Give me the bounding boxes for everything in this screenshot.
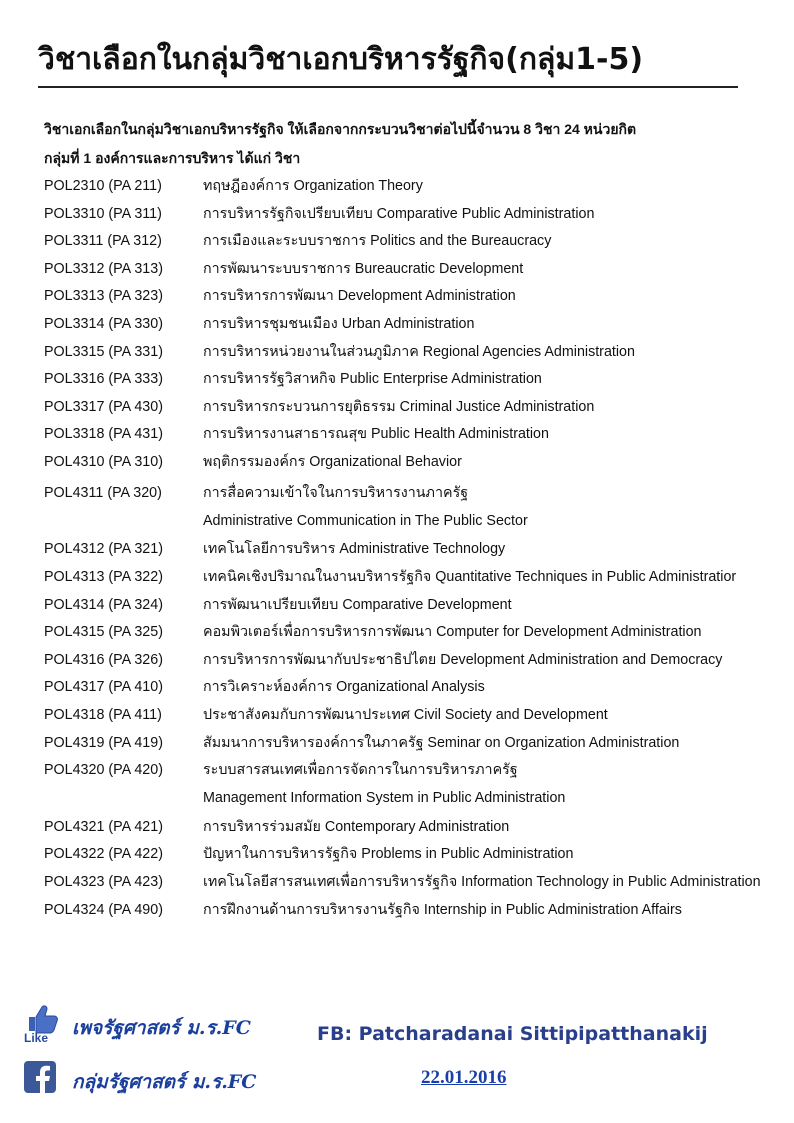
course-name: ปัญหาในการบริหารรัฐกิจ Problems in Public Administration: [203, 846, 574, 863]
course-code: POL4314 (PA 324): [44, 596, 163, 613]
course-name: การบริหารหน่วยงานในส่วนภูมิภาค Regional Agencies Administration: [203, 343, 635, 360]
course-code: POL3311 (PA 312): [44, 233, 162, 250]
course-code: POL3314 (PA 330): [44, 316, 163, 332]
course-code: POL3316 (PA 333): [44, 371, 163, 388]
course-name: ทฤษฎีองค์การ Organization Theory: [203, 178, 423, 194]
course-name: เทคนิคเชิงปริมาณในงานบริหารรัฐกิจ Quantitative Techniques in Public Administratior: [203, 568, 737, 585]
course-code: POL4321 (PA 421): [44, 818, 163, 835]
course-code: POL4316 (PA 326): [44, 651, 163, 668]
date-stamp: 22.01.2016: [421, 1067, 507, 1088]
course-code: POL4311 (PA 320): [44, 484, 162, 501]
course-code: POL4317 (PA 410): [44, 679, 163, 696]
course-name: การฝึกงานด้านการบริหารงานรัฐกิจ Internship in Public Administration Affairs: [203, 901, 682, 918]
course-code: POL3310 (PA 311): [44, 205, 162, 222]
course-name-english: Management Information System in Public Administration: [203, 790, 566, 807]
course-name: การบริหารชุมชนเมือง Urban Administration: [203, 316, 475, 332]
course-code: POL4310 (PA 310): [44, 454, 163, 470]
course-name: การพัฒนาระบบราชการ Bureaucratic Development: [203, 260, 524, 277]
course-name: การเมืองและระบบราชการ Politics and the Bureaucracy: [203, 233, 552, 250]
title-underline: [38, 86, 738, 88]
course-name: การบริหารการพัฒนา Development Administration: [203, 288, 516, 305]
course-name: การสื่อความเข้าใจในการบริหารงานภาครัฐ: [203, 484, 469, 501]
course-name: การพัฒนาเปรียบเทียบ Comparative Development: [203, 596, 512, 613]
course-code: POL3318 (PA 431): [44, 426, 163, 443]
course-code: POL2310 (PA 211): [44, 178, 162, 194]
course-code: POL3312 (PA 313): [44, 260, 163, 277]
facebook-icon: [24, 1061, 56, 1093]
course-code: POL4320 (PA 420): [44, 762, 163, 779]
course-name: การบริหารรัฐวิสาหกิจ Public Enterprise Administration: [203, 371, 542, 388]
course-name: การบริหารการพัฒนากับประชาธิปไตย Development Administration and Democracy: [203, 651, 723, 668]
course-code: POL4324 (PA 490): [44, 901, 163, 918]
course-code: POL3315 (PA 331): [44, 343, 163, 360]
course-code: POL4322 (PA 422): [44, 846, 163, 863]
course-code: POL4312 (PA 321): [44, 541, 163, 558]
course-name: การบริหารงานสาธารณสุข Public Health Administration: [203, 426, 549, 443]
course-name: การบริหารรัฐกิจเปรียบเทียบ Comparative Public Administration: [203, 205, 595, 222]
course-name: พฤติกรรมองค์กร Organizational Behavior: [203, 454, 462, 470]
course-name: การบริหารร่วมสมัย Contemporary Administration: [203, 818, 510, 835]
course-name: การวิเคราะห์องค์การ Organizational Analysis: [203, 679, 485, 696]
course-code: POL4315 (PA 325): [44, 624, 163, 641]
page-name[interactable]: เพจรัฐศาสตร์ ม.ร.FC: [72, 1017, 251, 1039]
course-code: POL4319 (PA 419): [44, 734, 163, 751]
intro-text: วิชาเอกเลือกในกลุ่มวิชาเอกบริหารรัฐกิจ ให้เลือกจากกระบวนวิชาต่อไปนี้จำนวน 8 วิชา 24 หน่วยกิต: [44, 121, 637, 137]
fb-credit: FB: Patcharadanai Sittipipatthanakij: [317, 1023, 708, 1045]
course-name: การบริหารกระบวนการยุติธรรม Criminal Justice Administration: [203, 398, 595, 415]
like-badge[interactable]: [22, 1003, 62, 1045]
course-code: POL4313 (PA 322): [44, 568, 163, 585]
course-name: เทคโนโลยีการบริหาร Administrative Technology: [203, 541, 506, 558]
course-name-english: Administrative Communication in The Public Sector: [203, 512, 528, 529]
course-code: POL3317 (PA 430): [44, 398, 163, 415]
course-code: POL4318 (PA 411): [44, 706, 162, 723]
group-name[interactable]: กลุ่มรัฐศาสตร์ ม.ร.FC: [72, 1071, 257, 1093]
course-name: ประชาสังคมกับการพัฒนาประเทศ Civil Society and Development: [203, 706, 608, 723]
course-code: POL4323 (PA 423): [44, 874, 163, 890]
course-code: POL3313 (PA 323): [44, 288, 163, 305]
course-name: เทคโนโลยีสารสนเทศเพื่อการบริหารรัฐกิจ Information Technology in Public Administration: [203, 874, 761, 890]
course-name: สัมมนาการบริหารองค์การในภาครัฐ Seminar on Organization Administration: [203, 734, 680, 751]
like-label: Like: [24, 1031, 49, 1045]
facebook-badge[interactable]: [24, 1061, 56, 1093]
course-name: คอมพิวเตอร์เพื่อการบริหารการพัฒนา Computer for Development Administration: [203, 624, 702, 641]
group-heading: กลุ่มที่ 1 องค์การและการบริหาร ได้แก่ วิชา: [44, 150, 301, 166]
page-title: วิชาเลือกในกลุ่มวิชาเอกบริหารรัฐกิจ(กลุ่ม1-5): [38, 42, 644, 77]
course-name: ระบบสารสนเทศเพื่อการจัดการในการบริหารภาครัฐ: [203, 762, 518, 779]
